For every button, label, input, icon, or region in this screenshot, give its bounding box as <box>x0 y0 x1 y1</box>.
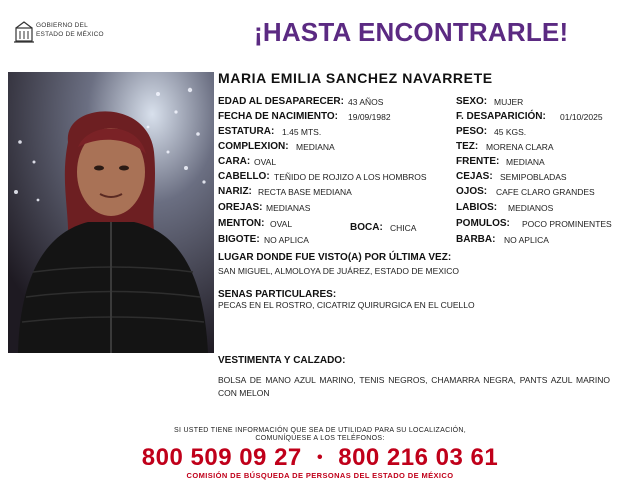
bullet-separator: • <box>316 449 324 466</box>
weight-value: 45 KGS. <box>494 127 527 137</box>
mustache-label: BIGOTE: <box>218 234 260 245</box>
government-name-line1: GOBIERNO DEL <box>36 22 88 29</box>
mouth-value: CHICA <box>390 223 417 233</box>
birth-date-value: 19/09/1982 <box>348 112 391 122</box>
skin-value: MORENA CLARA <box>486 142 554 152</box>
build-value: MEDIANA <box>296 142 335 152</box>
sex-value: MUJER <box>494 97 524 107</box>
build-label: COMPLEXION: <box>218 141 289 152</box>
skin-label: TEZ: <box>456 141 479 152</box>
clothing-value: BOLSA DE MANO AZUL MARINO, TENIS NEGROS, CHAMARRA NEGRA, PANTS AZUL MARINO CON MELON <box>218 375 610 398</box>
beard-value: NO APLICA <box>504 235 549 245</box>
chin-value: OVAL <box>270 219 293 229</box>
cheekbones-label: POMULOS: <box>456 218 510 229</box>
state-seal-icon <box>14 20 34 44</box>
sex-label: SEXO: <box>456 96 488 107</box>
missing-date-value: 01/10/2025 <box>560 112 603 122</box>
birth-date-label: FECHA DE NACIMIENTO: <box>218 111 338 122</box>
hair-value: TEÑIDO DE ROJIZO A LOS HOMBROS <box>274 172 427 182</box>
last-seen-value: SAN MIGUEL, ALMOLOYA DE JUÁREZ, ESTADO DE MEXICO <box>218 266 460 276</box>
age-value: 43 AÑOS <box>348 97 384 107</box>
nose-value: RECTA BASE MEDIANA <box>258 187 352 197</box>
phone-numbers <box>0 444 640 472</box>
contact-info-line1: SI USTED TIENE INFORMACIÓN QUE SEA DE UTILIDAD PARA SU LOCALIZACIÓN, <box>173 427 467 434</box>
phone-number-2[interactable]: 800 216 03 61 <box>338 444 499 471</box>
hair-label: CABELLO: <box>218 171 270 182</box>
last-seen-label: LUGAR DONDE FUE VISTO(A) POR ÚLTIMA VEZ: <box>218 252 452 263</box>
weight-label: PESO: <box>456 126 488 137</box>
government-name-line2: ESTADO DE MÉXICO <box>36 31 104 38</box>
phone-number-1[interactable]: 800 509 09 27 <box>141 444 302 471</box>
lips-value: MEDIANOS <box>508 203 554 213</box>
poster-headline: ¡HASTA ENCONTRARLE! <box>254 17 569 47</box>
missing-date-label: F. DESAPARICIÓN: <box>456 111 546 122</box>
height-label: ESTATURA: <box>218 126 275 137</box>
eyebrows-value: SEMIPOBLADAS <box>500 172 567 182</box>
ears-value: MEDIANAS <box>266 203 311 213</box>
cheekbones-value: POCO PROMINENTES <box>522 219 612 229</box>
face-value: OVAL <box>254 157 277 167</box>
face-label: CARA: <box>218 156 251 167</box>
lips-label: LABIOS: <box>456 202 498 213</box>
missing-person-photo <box>8 72 214 353</box>
eyes-value: CAFE CLARO GRANDES <box>496 187 595 197</box>
person-full-name: MARIA EMILIA SANCHEZ NAVARRETE <box>218 70 493 86</box>
nose-label: NARIZ: <box>218 186 252 197</box>
contact-info-line2: COMUNÍQUESE A LOS TELÉFONOS: <box>255 435 385 442</box>
age-label: EDAD AL DESAPARECER: <box>218 96 344 107</box>
eyebrows-label: CEJAS: <box>456 171 493 182</box>
clothing-label: VESTIMENTA Y CALZADO: <box>218 355 346 366</box>
particular-marks-value: PECAS EN EL ROSTRO, CICATRIZ QUIRURGICA EN EL CUELLO <box>218 300 475 310</box>
forehead-value: MEDIANA <box>506 157 545 167</box>
particular-marks-label: SENAS PARTICULARES: <box>218 289 337 300</box>
eyes-label: OJOS: <box>456 186 488 197</box>
height-value: 1.45 MTS. <box>282 127 322 137</box>
portrait-image <box>8 72 214 353</box>
forehead-label: FRENTE: <box>456 156 500 167</box>
beard-label: BARBA: <box>456 234 496 245</box>
chin-label: MENTON: <box>218 218 265 229</box>
commission-name: COMISIÓN DE BÚSQUEDA DE PERSONAS DEL ESTADO DE MÉXICO <box>186 471 454 480</box>
ears-label: OREJAS: <box>218 202 263 213</box>
mouth-label: BOCA: <box>350 222 383 233</box>
mustache-value: NO APLICA <box>264 235 309 245</box>
